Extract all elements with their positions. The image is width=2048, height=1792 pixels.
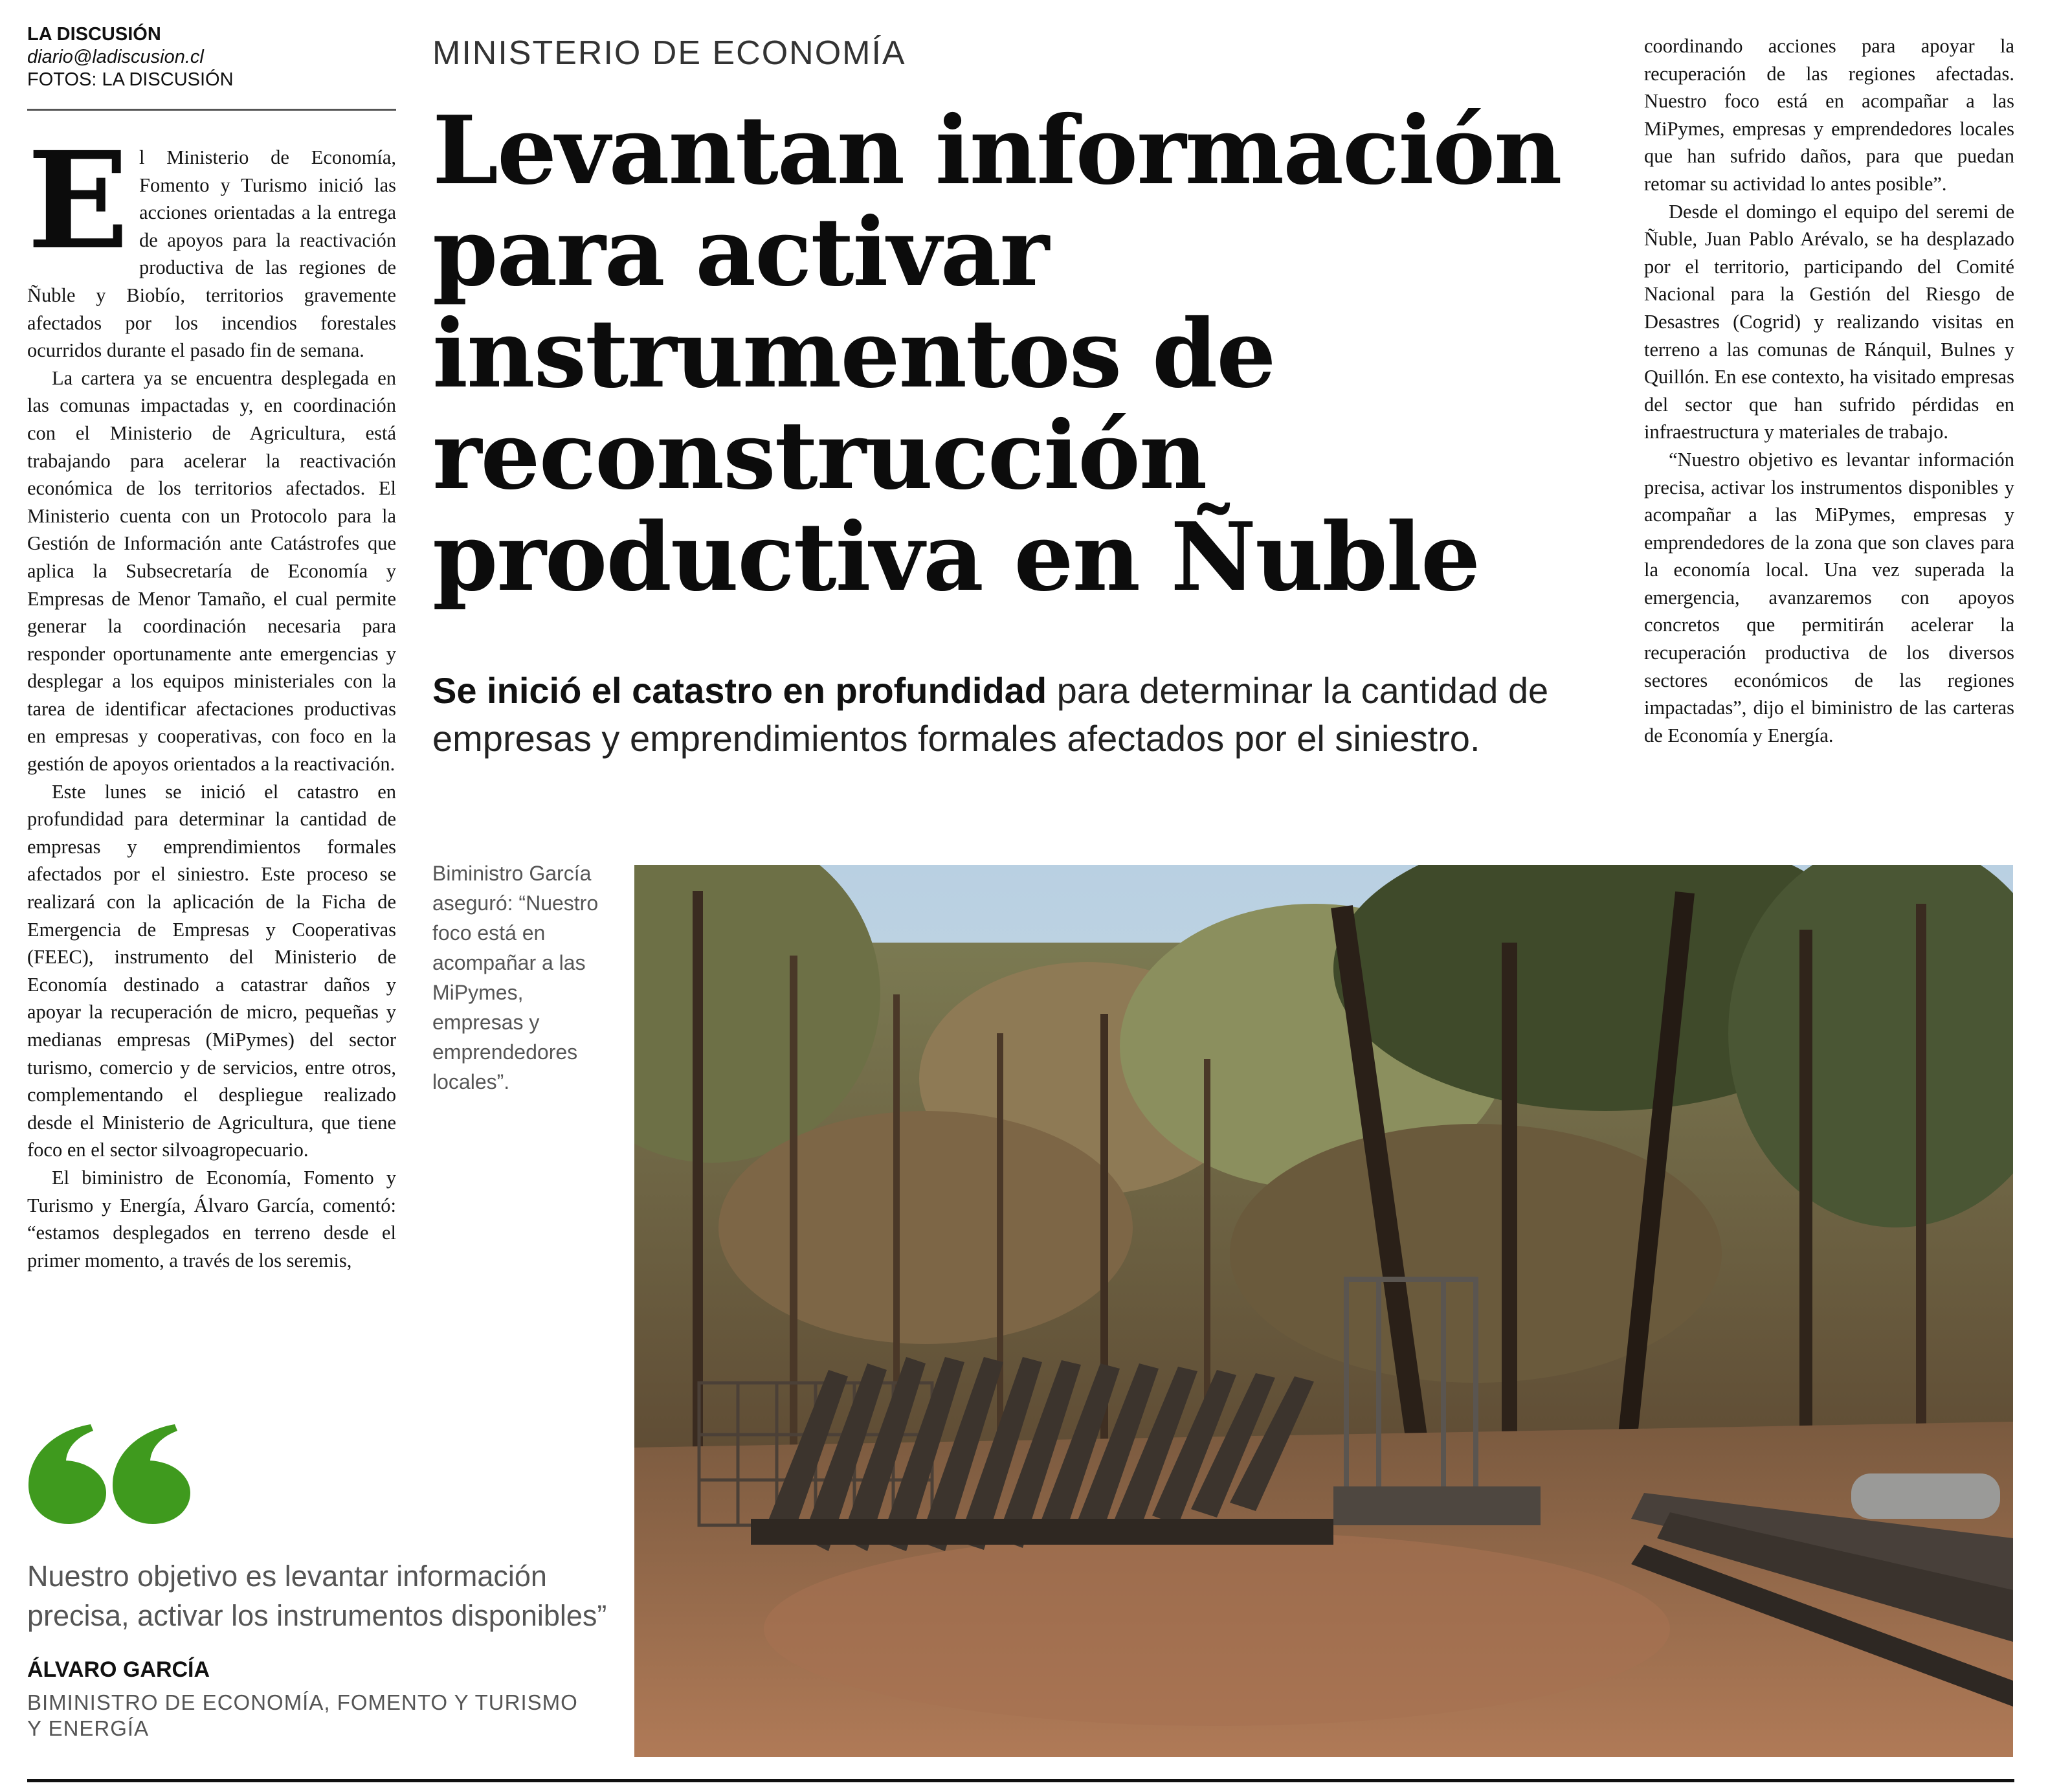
paragraph: “Nuestro objetivo es levantar información precisa, activar los instrumentos disponibles y acompañar a las MiPymes, empresas y emprendedores de la zona que son claves para la economía local. Una vez superada la emergencia, avanzaremos con apoyos concretos que permitirán acelerar la recuperación productiva de los diversos sectores económicos de las regiones impactadas”, dijo el biministro de las carteras de Economía y Energía. (1644, 448, 2014, 746)
lede (432, 667, 1662, 763)
paragraph: El biministro de Economía, Fomento y Turismo y Energía, Álvaro García, comentó: “estamos desplegados en terreno desde el primer momento, a través de los seremis, (27, 1166, 396, 1271)
bottom-rule (27, 1779, 2014, 1782)
paragraph: Este lunes se inició el catastro en profundidad para determinar la cantidad de empresas y emprendimientos formales afectados por el siniestro. Este proceso se realizará con la aplicación de la Ficha de Emergencia de Empresas y Cooperativas (FEEC), instrumento del Ministerio de Economía destinado a catastrar daños y apoyar la recuperación de micro, pequeñas y medianas empresas (MiPymes) del sector turismo, comercio y de servicios, entre otros, complementando el despliegue realizado desde el Ministerio de Agricultura, que tiene foco en el sector silvoagropecuario. (27, 780, 396, 1161)
headline-line: Levantan información (432, 96, 1561, 206)
byline (27, 23, 234, 91)
paragraph-text: l Ministerio de Economía, Fomento y Turismo inició las acciones orientadas a la entrega de apoyos para la reactivación productiva de las regiones de Ñuble y Biobío, territorios gravemente afectados por los incendios forestales ocurridos durante el pasado fin de semana. (27, 146, 396, 362)
paragraph (27, 122, 396, 364)
article-photo (634, 865, 2013, 1757)
pull-quote: Nuestro objetivo es levantar información precisa, activar los instrumentos disponibles” (27, 1560, 607, 1632)
section-label: MINISTERIO DE ECONOMÍA (432, 34, 906, 72)
headline-line: para activar (432, 197, 1049, 308)
lede-text: para determinar la cantidad de empresas y emprendimientos formales afectados por el siniestro. (432, 670, 1549, 759)
photo-credit: FOTOS: LA DISCUSIÓN (27, 69, 234, 90)
author-email[interactable]: diario@ladiscusion.cl (27, 47, 204, 67)
paragraph: Desde el domingo el equipo del seremi de Ñuble, Juan Pablo Arévalo, se ha desplazado por el territorio, participando del Comité Nacional para la Gestión del Riesgo de Desastres (Cogrid) y realizando visitas en terreno a las comunas de Ránquil, Bulnes y Quillón. En ese contexto, ha visitado empresas del sector que han sufrido pérdidas en infraestructura y materiales de trabajo. (1644, 200, 2014, 443)
headline-line: productiva en Ñuble (432, 502, 1480, 612)
lede-bold: Se inició el catastro en profundidad (432, 670, 1047, 711)
headline-line: reconstrucción (432, 401, 1207, 511)
burned-forest-photo (634, 865, 2013, 1757)
byline-divider (27, 109, 396, 111)
paragraph: La cartera ya se encuentra desplegada en las comunas impactadas y, en coordinación con el Ministerio de Agricultura, está trabajando para acelerar la reactivación económica de los territorios afectados. El Ministerio cuenta con un Protocolo para la Gestión de Información ante Catástrofes que aplica la Subsecretaría de Economía y Empresas de Menor Tamaño, el cual permite generar la coordinación necesaria para responder oportunamente ante emergencias y desplegar a los equipos ministeriales con la tarea de identificar afectaciones productivas en empresas y cooperativas, con foco en la gestión de apoyos orientados a la reactivación. (27, 366, 396, 776)
article-column-1 (27, 122, 396, 1374)
quote-author: ÁLVARO GARCÍA (27, 1657, 210, 1682)
headline (432, 96, 1585, 612)
quotation-mark-icon (27, 1422, 195, 1535)
headline-line: instrumentos de (432, 299, 1275, 409)
drop-cap: E (27, 122, 129, 279)
paragraph: coordinando acciones para apoyar la recuperación de las regiones afectadas. Nuestro foco está en acompañar a las MiPymes, empresas y emprendedores locales que han sufrido daños, para que puedan retomar su actividad lo antes posible”. (1644, 35, 2014, 195)
publication-name: LA DISCUSIÓN (27, 24, 161, 45)
article-column-3 (1644, 32, 2014, 829)
photo-caption: Biministro García aseguró: “Nuestro foco está en acompañar a las MiPymes, empresas y emprendedores locales”. (432, 862, 599, 1093)
quote-author-title: BIMINISTRO DE ECONOMÍA, FOMENTO Y TURISMO Y ENERGÍA (27, 1690, 578, 1740)
